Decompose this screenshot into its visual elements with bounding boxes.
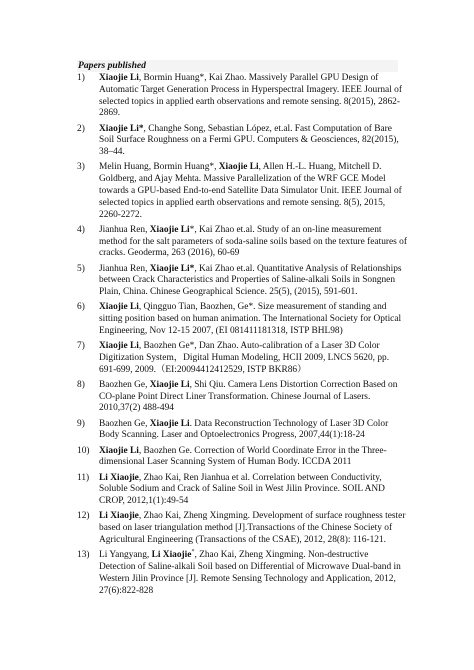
paper-citation bbox=[99, 380, 397, 414]
paper-citation bbox=[99, 341, 389, 375]
paper-number: 13) bbox=[77, 550, 90, 561]
paper-item bbox=[77, 302, 407, 337]
citation-text: Jianhua Ren, bbox=[99, 263, 150, 274]
paper-number: 10) bbox=[77, 445, 90, 456]
author-highlight: Xiaojie Li bbox=[218, 162, 259, 173]
citation-text: . Data Reconstruction Technology of Laser 3D Color Body Scanning. Laser and Optoelectronics Progress, 2007,44(1):18-24 bbox=[99, 418, 389, 441]
author-highlight: Xiaojie Li* bbox=[99, 123, 144, 134]
paper-citation bbox=[99, 162, 402, 219]
paper-citation bbox=[99, 511, 405, 545]
citation-text: , Allen H.-L. Huang, Mitchell D. Goldberg, and Ajay Mehta. Massive Parallelization of the WRF GCE Model towards a GPU-based End-to-end Satellite Data Simulator Unit. IEEE Journal of selected topics in applied earth observations and remote sensing. 8(5), 2015, 2260-2272. bbox=[99, 162, 402, 220]
author-highlight: Li Xiaojie bbox=[99, 472, 139, 483]
author-highlight: Xiaojie Li bbox=[149, 379, 190, 390]
paper-citation bbox=[99, 446, 387, 468]
paper-number: 3) bbox=[77, 162, 85, 173]
papers-list bbox=[77, 73, 407, 601]
paper-item bbox=[77, 225, 407, 260]
section-heading: Papers published bbox=[77, 60, 398, 72]
paper-item bbox=[77, 550, 407, 597]
author-highlight: Xiaojie Li bbox=[99, 445, 139, 456]
citation-text: , Zhao Kai, Zheng Xingming. Development of surface roughness tester based on laser triangulation method [J].Transactions of the Chinese Society of Agricultural Engineering (Transactions of the CSAE), 2012, 28(8): 116-121. bbox=[99, 511, 406, 545]
paper-number: 6) bbox=[77, 302, 85, 313]
paper-number: 11) bbox=[77, 472, 90, 483]
citation-text: Li Yangyang, bbox=[99, 550, 152, 561]
citation-text: , Bormin Huang*, Kai Zhao. Massively Parallel GPU Design of Automatic Target Generation Process in Hyperspectral Imagery. IEEE Journal of selected topics in applied earth observations and remote sensing. 8(2015), 2862-2869. bbox=[99, 73, 402, 119]
citation-text: Baozhen Ge, bbox=[99, 418, 150, 429]
paper-item bbox=[77, 264, 407, 299]
paper-item bbox=[77, 446, 407, 470]
paper-citation bbox=[99, 264, 402, 298]
citation-text: , Shi Qiu. Camera Lens Distortion Correction Based on CO-plane Point Direct Liner Transformation. Chinese Journal of Lasers. 2010,37(2) 488-494 bbox=[99, 379, 398, 414]
paper-item bbox=[77, 419, 407, 443]
paper-item bbox=[77, 511, 407, 546]
paper-number: 12) bbox=[77, 511, 90, 522]
paper-number: 4) bbox=[77, 224, 85, 235]
author-highlight: Xiaojie Li bbox=[99, 73, 139, 83]
paper-number: 8) bbox=[77, 379, 85, 390]
paper-number: 2) bbox=[77, 123, 85, 134]
citation-text: , Baozhen Ge*, Dan Zhao. Auto-calibration of a Laser 3D Color Digitization System，Digital Human Modeling, HCII 2009, LNCS 5620, pp. 691-699, 2009.（EI:20094412412529, ISTP BKR86） bbox=[99, 341, 390, 375]
citation-text: Melin Huang, Bormin Huang*, bbox=[99, 162, 219, 173]
paper-item bbox=[77, 162, 407, 221]
citation-text: , Changhe Song, Sebastian López, et.al. Fast Computation of Bare Soil Surface Roughness on a Fermi GPU. Computers & Geosciences, 82(2015), 38–44. bbox=[99, 123, 399, 158]
citation-text: , Kai Zhao et.al. Quantitative Analysis of Relationships between Crack Characteristics and Properties of Saline-alkali Soils in Songnen Plain, China. Chinese Geographical Science. 25(5), (2015), 591-601. bbox=[99, 263, 402, 298]
paper-number: 7) bbox=[77, 341, 85, 352]
author-highlight: Xiaojie Li* bbox=[149, 263, 195, 274]
author-highlight: Xiaojie Li bbox=[99, 341, 139, 352]
paper-item bbox=[77, 341, 407, 376]
paper-item bbox=[77, 124, 407, 159]
citation-text: , Zhao Kai, Zheng Xingming. Non-destructive Detection of Saline-alkali Soil based on Differential of Microwave Dual-band in Western Jilin Province [J]. Remote Sensing Technology and Application, 2012, 27(6):822-828 bbox=[99, 550, 401, 596]
paper-item bbox=[77, 473, 407, 508]
paper-number: 9) bbox=[77, 418, 85, 429]
paper-citation bbox=[99, 73, 402, 118]
paper-item bbox=[77, 380, 407, 415]
citation-text: , Zhao Kai, Ren Jianhua et al. Correlation between Conductivity, Soluble Sodium and Crack of Saline Soil in West Jilin Province. SOIL AND CROP, 2012,1(1):49-54 bbox=[99, 472, 385, 507]
author-highlight: Xiaojie Li bbox=[99, 302, 139, 313]
paper-citation bbox=[99, 124, 399, 158]
paper-citation bbox=[99, 419, 388, 441]
citation-text: , Qingguo Tian, Baozhen, Ge*. Size measurement of standing and sitting position based on human animation. The International Society for Optical Engineering, Nov 12-15 2007, (EI 081411181318, ISTP BHL98) bbox=[99, 302, 402, 336]
author-highlight: Xiaojie Li bbox=[149, 418, 190, 429]
citation-superscript: * bbox=[191, 549, 195, 556]
paper-citation bbox=[99, 550, 401, 595]
paper-citation bbox=[99, 473, 385, 507]
author-highlight: Li Xiaojie bbox=[99, 511, 139, 522]
citation-text: *, Kai Zhao et.al. Study of an on-line measurement method for the salt parameters of soda-saline soils based on the texture features of cracks. Geoderma, 263 (2016), 60-69 bbox=[99, 224, 407, 259]
author-highlight: Xiaojie Li bbox=[149, 224, 190, 235]
citation-text: , Baozhen Ge. Correction of World Coordinate Error in the Three-dimensional Laser Scanning System of Human Body. ICCDA 2011 bbox=[99, 445, 387, 468]
paper-citation bbox=[99, 302, 401, 336]
citation-text: Jianhua Ren, bbox=[99, 224, 150, 235]
paper-item bbox=[77, 73, 407, 120]
paper-number: 5) bbox=[77, 263, 85, 274]
paper-citation bbox=[99, 225, 407, 259]
author-highlight: Li Xiaojie bbox=[151, 550, 192, 561]
citation-text: Baozhen Ge, bbox=[99, 379, 150, 390]
paper-number: 1) bbox=[77, 73, 85, 83]
